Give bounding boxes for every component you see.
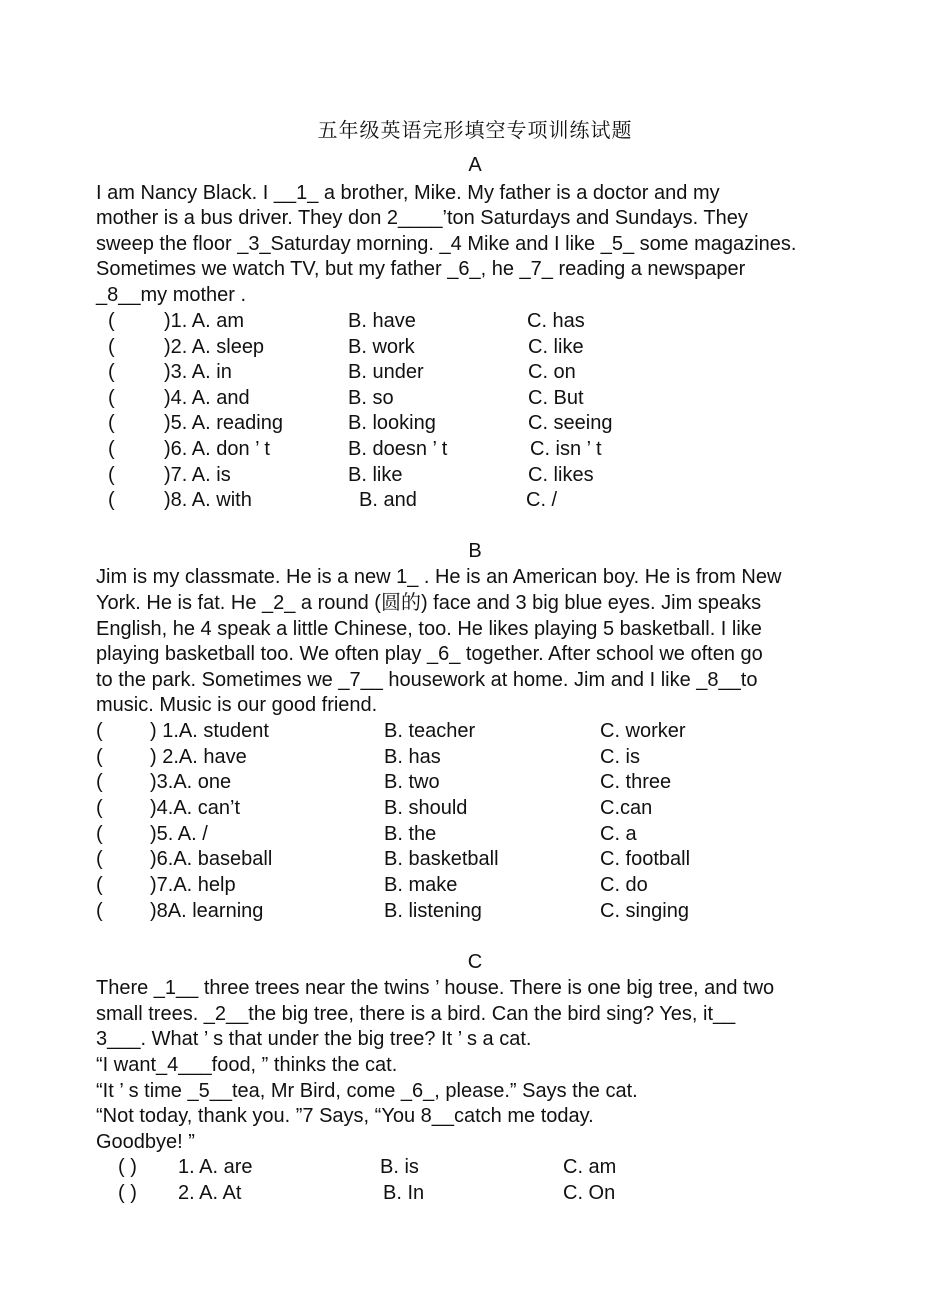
answer-bracket[interactable]: ( <box>108 438 115 460</box>
answer-bracket[interactable]: ( <box>96 874 103 896</box>
question-row <box>96 335 936 359</box>
passage-line: playing basketball too. We often play _6_ together. After school we often go <box>96 643 763 665</box>
passage-line: Jim is my classmate. He is a new 1_ . He is an American boy. He is from New <box>96 566 782 588</box>
option-a: )3.A. one <box>150 771 232 793</box>
passage-line: “It ’ s time _5__tea, Mr Bird, come _6_, please.” Says the cat. <box>96 1080 638 1102</box>
option-c: C. on <box>528 361 576 383</box>
question-row <box>96 1155 936 1179</box>
option-a: )6.A. baseball <box>150 848 273 870</box>
option-b: B. teacher <box>384 720 476 742</box>
answer-bracket[interactable]: ( <box>96 823 103 845</box>
passage-line: Sometimes we watch TV, but my father _6_, he _7_ reading a newspaper <box>96 258 746 280</box>
option-c: C. do <box>600 874 648 896</box>
answer-bracket[interactable]: ( <box>96 720 103 742</box>
answer-bracket[interactable]: ( <box>108 336 115 358</box>
passage-line: Goodbye! ” <box>96 1131 195 1153</box>
option-c: C. a <box>600 823 637 845</box>
answer-bracket[interactable]: ( <box>96 771 103 793</box>
option-a: ) 1.A. student <box>150 720 269 742</box>
option-c: C. likes <box>528 464 594 486</box>
passage-line: York. He is fat. He _2_ a round (圆的) face and 3 big blue eyes. Jim speaks <box>96 592 762 614</box>
option-b: B. is <box>380 1156 419 1178</box>
passage-line: to the park. Sometimes we _7__ housework at home. Jim and I like _8__to <box>96 669 758 691</box>
option-a: )3. A. in <box>164 361 232 383</box>
option-c: C. seeing <box>528 412 613 434</box>
answer-bracket[interactable]: ( <box>108 489 115 511</box>
option-b: B. have <box>348 310 416 332</box>
answer-bracket[interactable]: ( <box>108 412 115 434</box>
option-c: C. singing <box>600 900 689 922</box>
option-a: )2. A. sleep <box>164 336 265 358</box>
passage-line: small trees. _2__the big tree, there is a bird. Can the bird sing? Yes, it__ <box>96 1003 736 1025</box>
option-a: 2. A. At <box>178 1182 242 1204</box>
answer-bracket[interactable]: ( <box>108 464 115 486</box>
answer-bracket[interactable]: ( <box>108 361 115 383</box>
option-a: )4.A. can’t <box>150 797 241 819</box>
question-row <box>96 386 936 410</box>
question-row <box>96 745 936 769</box>
option-a: )4. A. and <box>164 387 250 409</box>
question-row <box>96 770 936 794</box>
option-b: B. two <box>384 771 440 793</box>
option-b: B. has <box>384 746 441 768</box>
question-row <box>96 309 936 333</box>
option-c: C. three <box>600 771 672 793</box>
option-a: 1. A. are <box>178 1156 253 1178</box>
option-a: ) 2.A. have <box>150 746 247 768</box>
question-row <box>96 719 936 743</box>
passage-line: mother is a bus driver. They don 2____’ton Saturdays and Sundays. They <box>96 207 748 229</box>
passage-line: “Not today, thank you. ”7 Says, “You 8__catch me today. <box>96 1105 594 1127</box>
option-c: C. like <box>528 336 584 358</box>
option-b: B. the <box>384 823 437 845</box>
passage-line: music. Music is our good friend. <box>96 694 378 716</box>
option-a: )8A. learning <box>150 900 264 922</box>
answer-bracket[interactable]: ( <box>108 310 115 332</box>
option-c: C. isn ’ t <box>530 438 602 460</box>
option-c: C. On <box>563 1182 616 1204</box>
passage-line: “I want_4___food, ” thinks the cat. <box>96 1054 398 1076</box>
question-row <box>96 437 936 461</box>
question-row <box>96 796 936 820</box>
question-row <box>96 899 936 923</box>
option-a: )7. A. is <box>164 464 231 486</box>
answer-bracket[interactable]: ( <box>108 387 115 409</box>
passage-line: _8__my mother . <box>96 284 247 306</box>
answer-bracket[interactable]: ( <box>96 848 103 870</box>
option-c: C. am <box>563 1156 617 1178</box>
option-b: B. basketball <box>384 848 499 870</box>
answer-bracket[interactable]: ( <box>96 797 103 819</box>
question-row <box>96 873 936 897</box>
question-row <box>96 463 936 487</box>
page-title: 五年级英语完形填空专项训练试题 <box>317 118 633 142</box>
section-b-label: B <box>468 540 482 562</box>
option-b: B. should <box>384 797 468 819</box>
option-c: C. / <box>526 489 558 511</box>
question-row <box>96 488 936 512</box>
option-a: )5. A. / <box>150 823 208 845</box>
option-a: )7.A. help <box>150 874 236 896</box>
option-b: B. doesn ’ t <box>348 438 448 460</box>
answer-bracket[interactable]: ( ) <box>118 1182 137 1204</box>
question-row <box>96 360 936 384</box>
option-a: )8. A. with <box>164 489 252 511</box>
option-b: B. under <box>348 361 424 383</box>
option-c: C. has <box>527 310 585 332</box>
passage-line: sweep the floor _3_Saturday morning. _4 Mike and I like _5_ some magazines. <box>96 233 797 255</box>
passage-line: I am Nancy Black. I __1_ a brother, Mike. My father is a doctor and my <box>96 182 720 204</box>
option-a: )1. A. am <box>164 310 245 332</box>
section-c-label: C <box>467 951 483 973</box>
option-a: )5. A. reading <box>164 412 283 434</box>
option-c: C.can <box>600 797 653 819</box>
question-row <box>96 847 936 871</box>
section-a-label: A <box>468 154 482 176</box>
option-c: C. worker <box>600 720 686 742</box>
option-b: B. and <box>359 489 417 511</box>
option-b: B. like <box>348 464 403 486</box>
question-row <box>96 822 936 846</box>
option-b: B. looking <box>348 412 436 434</box>
option-c: C. But <box>528 387 584 409</box>
answer-bracket[interactable]: ( <box>96 746 103 768</box>
passage-line: There _1__ three trees near the twins ’ house. There is one big tree, and two <box>96 977 775 999</box>
option-b: B. make <box>384 874 458 896</box>
answer-bracket[interactable]: ( ) <box>118 1156 137 1178</box>
answer-bracket[interactable]: ( <box>96 900 103 922</box>
option-b: B. work <box>348 336 415 358</box>
option-b: B. so <box>348 387 394 409</box>
question-row <box>96 411 936 435</box>
option-a: )6. A. don ’ t <box>164 438 270 460</box>
option-c: C. is <box>600 746 640 768</box>
question-row <box>96 1181 936 1205</box>
passage-line: English, he 4 speak a little Chinese, too. He likes playing 5 basketball. I like <box>96 618 762 640</box>
option-c: C. football <box>600 848 691 870</box>
option-b: B. In <box>383 1182 425 1204</box>
option-b: B. listening <box>384 900 482 922</box>
passage-line: 3___. What ’ s that under the big tree? It ’ s a cat. <box>96 1028 532 1050</box>
